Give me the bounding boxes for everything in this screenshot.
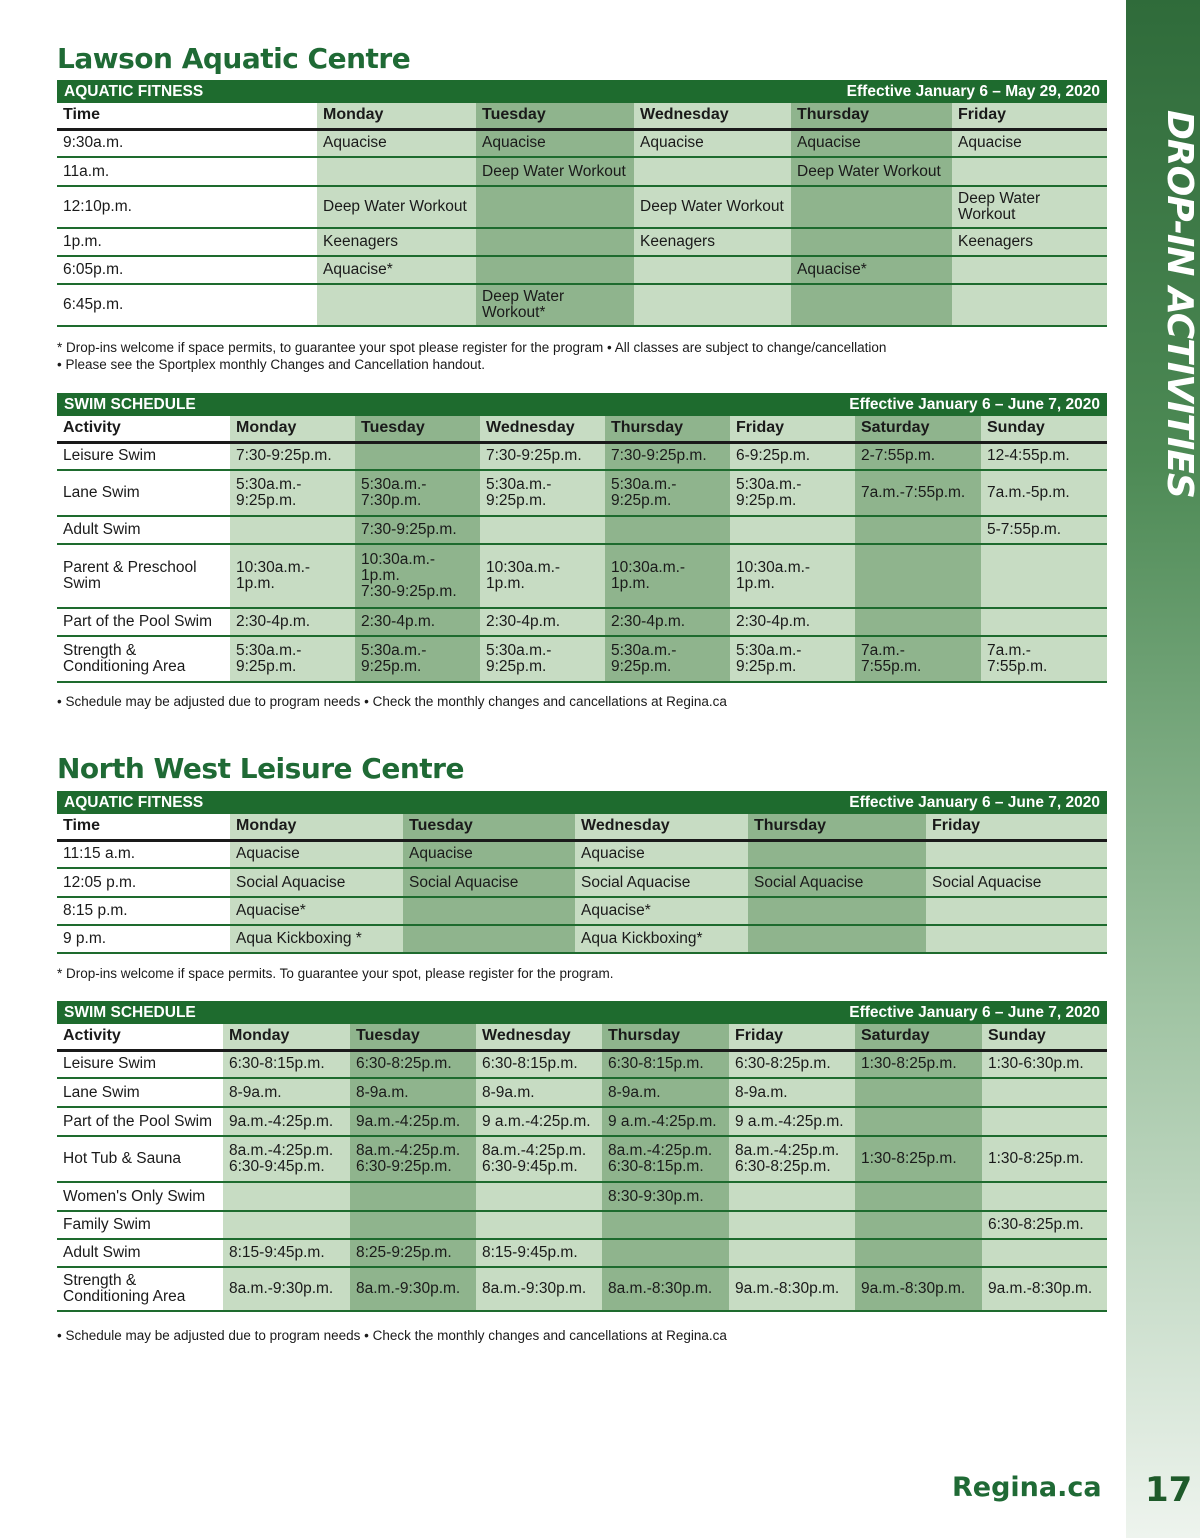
row-label: Strength & Conditioning Area xyxy=(57,1267,223,1311)
schedule-cell xyxy=(982,1107,1107,1136)
column-header: Wednesday xyxy=(575,814,748,840)
schedule-cell: 8a.m.-8:30p.m. xyxy=(602,1267,729,1311)
row-label: 9:30a.m. xyxy=(57,129,317,157)
column-header: Wednesday xyxy=(480,416,605,442)
schedule-cell: Aquacise xyxy=(476,129,634,157)
schedule-cell: Aquacise xyxy=(317,129,476,157)
schedule-cell: Social Aquacise xyxy=(230,868,403,897)
column-header: Friday xyxy=(730,416,855,442)
schedule-cell: 6:30-8:15p.m. xyxy=(602,1050,729,1078)
row-label: Adult Swim xyxy=(57,516,230,544)
lawson-swim-notes xyxy=(57,693,727,710)
schedule-cell: 7:30-9:25p.m. xyxy=(605,442,730,470)
column-header-row xyxy=(57,1024,1107,1050)
row-label: 9 p.m. xyxy=(57,925,230,953)
schedule-cell: Social Aquacise xyxy=(926,868,1107,897)
column-header: Monday xyxy=(223,1024,350,1050)
row-label: Strength & Conditioning Area xyxy=(57,636,230,682)
schedule-cell xyxy=(634,256,791,284)
schedule-cell: 5:30a.m.- 9:25p.m. xyxy=(480,636,605,682)
footnote: • Please see the Sportplex monthly Changes and Cancellation handout. xyxy=(57,357,486,372)
table-row xyxy=(57,470,1107,516)
schedule-cell: Deep Water Workout xyxy=(634,186,791,228)
table-header-label: AQUATIC FITNESS xyxy=(64,82,204,100)
schedule-cell xyxy=(605,516,730,544)
schedule-cell: 9a.m.-8:30p.m. xyxy=(729,1267,855,1311)
schedule-cell xyxy=(355,442,480,470)
table-row xyxy=(57,868,1107,897)
schedule-cell: Aquacise* xyxy=(317,256,476,284)
schedule-cell xyxy=(476,228,634,256)
schedule-cell xyxy=(952,157,1107,186)
schedule-cell xyxy=(634,157,791,186)
schedule-cell: 9 a.m.-4:25p.m. xyxy=(476,1107,602,1136)
column-header: Monday xyxy=(230,814,403,840)
schedule-cell: Aquacise* xyxy=(791,256,952,284)
schedule-cell xyxy=(748,840,926,868)
row-label: Hot Tub & Sauna xyxy=(57,1136,223,1182)
table-row xyxy=(57,1267,1107,1311)
schedule-cell: 8-9a.m. xyxy=(350,1078,476,1107)
schedule-cell: 9a.m.-4:25p.m. xyxy=(223,1107,350,1136)
table-row xyxy=(57,186,1107,228)
schedule-cell: 8a.m.-4:25p.m. 6:30-9:45p.m. xyxy=(476,1136,602,1182)
row-label: Family Swim xyxy=(57,1211,223,1239)
schedule-cell: 8-9a.m. xyxy=(223,1078,350,1107)
schedule-cell xyxy=(350,1211,476,1239)
column-header: Thursday xyxy=(605,416,730,442)
column-header-row xyxy=(57,416,1107,442)
column-header: Tuesday xyxy=(403,814,575,840)
row-label: 11a.m. xyxy=(57,157,317,186)
schedule-cell: 8:30-9:30p.m. xyxy=(602,1182,729,1211)
schedule-cell xyxy=(602,1239,729,1267)
column-header: Sunday xyxy=(982,1024,1107,1050)
schedule-cell xyxy=(602,1211,729,1239)
schedule-cell xyxy=(317,157,476,186)
lawson-title: Lawson Aquatic Centre xyxy=(57,42,411,75)
schedule-cell: 7a.m.- 7:55p.m. xyxy=(855,636,981,682)
row-label: Women's Only Swim xyxy=(57,1182,223,1211)
schedule-cell xyxy=(855,608,981,636)
schedule-cell: 5:30a.m.- 9:25p.m. xyxy=(480,470,605,516)
table-header-bar xyxy=(57,1001,1107,1024)
schedule-cell xyxy=(981,544,1107,608)
row-label: Lane Swim xyxy=(57,1078,223,1107)
schedule-cell xyxy=(952,284,1107,326)
schedule-cell xyxy=(855,516,981,544)
schedule-cell: 2:30-4p.m. xyxy=(730,608,855,636)
schedule-cell: 10:30a.m.- 1p.m. xyxy=(480,544,605,608)
schedule-cell: 5:30a.m.- 9:25p.m. xyxy=(355,636,480,682)
table-row xyxy=(57,1136,1107,1182)
footnote: * Drop-ins welcome if space permits. To guarantee your spot, please register for the program. xyxy=(57,966,614,981)
schedule-cell: 8:25-9:25p.m. xyxy=(350,1239,476,1267)
schedule-cell: Aquacise xyxy=(230,840,403,868)
table-row xyxy=(57,1239,1107,1267)
schedule-cell xyxy=(855,1211,982,1239)
row-label: Part of the Pool Swim xyxy=(57,1107,223,1136)
schedule-cell: Keenagers xyxy=(317,228,476,256)
effective-date: Effective January 6 – June 7, 2020 xyxy=(849,395,1100,413)
row-label: Leisure Swim xyxy=(57,442,230,470)
column-header: Friday xyxy=(926,814,1107,840)
row-label: Parent & Preschool Swim xyxy=(57,544,230,608)
table-row xyxy=(57,284,1107,326)
sidebar-title-wrap xyxy=(1126,110,1200,498)
table-row xyxy=(57,228,1107,256)
footnote: * Drop-ins welcome if space permits, to guarantee your spot please register for the program • All classes are subject to change/cancellation xyxy=(57,340,887,355)
schedule-cell: 10:30a.m.- 1p.m. xyxy=(730,544,855,608)
schedule-cell: 5:30a.m.- 9:25p.m. xyxy=(605,470,730,516)
table-header-label: SWIM SCHEDULE xyxy=(64,1003,196,1021)
schedule-cell: 1:30-8:25p.m. xyxy=(982,1136,1107,1182)
schedule-cell: 5:30a.m.- 9:25p.m. xyxy=(605,636,730,682)
schedule-cell: 6:30-8:25p.m. xyxy=(350,1050,476,1078)
schedule-cell: 6-9:25p.m. xyxy=(730,442,855,470)
column-header: Monday xyxy=(317,103,476,129)
column-header: Time xyxy=(57,103,317,129)
schedule-cell: Aquacise* xyxy=(230,897,403,925)
sidebar-title: DROP-IN ACTIVITIES xyxy=(1159,110,1200,498)
schedule-cell: Deep Water Workout xyxy=(791,157,952,186)
schedule-cell: 8a.m.-9:30p.m. xyxy=(223,1267,350,1311)
table-row xyxy=(57,157,1107,186)
schedule-cell xyxy=(748,897,926,925)
column-header-row xyxy=(57,103,1107,129)
schedule-cell xyxy=(223,1182,350,1211)
table-header-label: SWIM SCHEDULE xyxy=(64,395,196,413)
schedule-cell: Social Aquacise xyxy=(748,868,926,897)
schedule-cell: 8a.m.-4:25p.m. 6:30-8:15p.m. xyxy=(602,1136,729,1182)
column-header: Friday xyxy=(729,1024,855,1050)
schedule-cell: Social Aquacise xyxy=(575,868,748,897)
schedule-cell xyxy=(926,840,1107,868)
schedule-cell: 1:30-8:25p.m. xyxy=(855,1136,982,1182)
row-label: 12:05 p.m. xyxy=(57,868,230,897)
northwest-title: North West Leisure Centre xyxy=(57,752,464,785)
schedule-cell xyxy=(476,1182,602,1211)
schedule-cell: 6:30-8:25p.m. xyxy=(982,1211,1107,1239)
schedule-cell: Aquacise xyxy=(791,129,952,157)
schedule-cell: Aqua Kickboxing* xyxy=(575,925,748,953)
schedule-cell xyxy=(317,284,476,326)
table-row xyxy=(57,608,1107,636)
schedule-cell xyxy=(791,186,952,228)
northwest-fitness-table xyxy=(57,791,1107,954)
schedule-cell xyxy=(926,897,1107,925)
schedule-cell: 8-9a.m. xyxy=(729,1078,855,1107)
schedule-cell: 10:30a.m.- 1p.m. xyxy=(605,544,730,608)
schedule-cell xyxy=(223,1211,350,1239)
schedule-grid xyxy=(57,1024,1107,1312)
table-header-label: AQUATIC FITNESS xyxy=(64,793,204,811)
table-row xyxy=(57,1050,1107,1078)
schedule-cell xyxy=(476,256,634,284)
schedule-cell: Deep Water Workout xyxy=(952,186,1107,228)
schedule-cell xyxy=(729,1239,855,1267)
schedule-cell xyxy=(634,284,791,326)
schedule-cell xyxy=(982,1078,1107,1107)
schedule-cell xyxy=(403,925,575,953)
schedule-cell: Keenagers xyxy=(952,228,1107,256)
table-row xyxy=(57,897,1107,925)
schedule-cell: 6:30-8:25p.m. xyxy=(729,1050,855,1078)
table-row xyxy=(57,1107,1107,1136)
schedule-cell: 9a.m.-4:25p.m. xyxy=(350,1107,476,1136)
column-header: Wednesday xyxy=(476,1024,602,1050)
schedule-cell: 9a.m.-8:30p.m. xyxy=(855,1267,982,1311)
schedule-cell: 6:30-8:15p.m. xyxy=(476,1050,602,1078)
row-label: Part of the Pool Swim xyxy=(57,608,230,636)
schedule-cell: 10:30a.m.- 1p.m. xyxy=(230,544,355,608)
schedule-cell xyxy=(791,284,952,326)
column-header: Time xyxy=(57,814,230,840)
schedule-cell xyxy=(350,1182,476,1211)
schedule-cell: 7a.m.- 7:55p.m. xyxy=(981,636,1107,682)
lawson-swim-table xyxy=(57,393,1107,683)
schedule-cell xyxy=(729,1211,855,1239)
schedule-cell: Deep Water Workout* xyxy=(476,284,634,326)
table-row xyxy=(57,1078,1107,1107)
schedule-cell: Keenagers xyxy=(634,228,791,256)
column-header: Wednesday xyxy=(634,103,791,129)
schedule-cell: 5:30a.m.- 7:30p.m. xyxy=(355,470,480,516)
table-row xyxy=(57,636,1107,682)
schedule-cell: 1:30-6:30p.m. xyxy=(982,1050,1107,1078)
column-header: Thursday xyxy=(791,103,952,129)
schedule-cell: 5-7:55p.m. xyxy=(981,516,1107,544)
schedule-cell xyxy=(748,925,926,953)
table-header-bar xyxy=(57,80,1107,103)
column-header: Friday xyxy=(952,103,1107,129)
table-row xyxy=(57,256,1107,284)
schedule-cell: 7:30-9:25p.m. xyxy=(355,516,480,544)
schedule-cell: 9 a.m.-4:25p.m. xyxy=(729,1107,855,1136)
footer-site: Regina.ca xyxy=(952,1472,1102,1503)
page-number: 17 xyxy=(1145,1470,1193,1510)
table-row xyxy=(57,516,1107,544)
table-row xyxy=(57,544,1107,608)
schedule-cell: Aqua Kickboxing * xyxy=(230,925,403,953)
schedule-grid xyxy=(57,103,1107,327)
schedule-cell xyxy=(730,516,855,544)
effective-date: Effective January 6 – June 7, 2020 xyxy=(849,1003,1100,1021)
row-label: 6:05p.m. xyxy=(57,256,317,284)
schedule-cell xyxy=(480,516,605,544)
schedule-cell: 2:30-4p.m. xyxy=(355,608,480,636)
column-header: Monday xyxy=(230,416,355,442)
schedule-cell xyxy=(981,608,1107,636)
schedule-cell: 8:15-9:45p.m. xyxy=(223,1239,350,1267)
effective-date: Effective January 6 – June 7, 2020 xyxy=(849,793,1100,811)
schedule-cell xyxy=(926,925,1107,953)
row-label: Lane Swim xyxy=(57,470,230,516)
schedule-cell xyxy=(855,1239,982,1267)
northwest-fitness-notes xyxy=(57,965,614,982)
schedule-cell xyxy=(729,1182,855,1211)
schedule-cell: Aquacise xyxy=(634,129,791,157)
schedule-cell: 9a.m.-8:30p.m. xyxy=(982,1267,1107,1311)
column-header: Tuesday xyxy=(355,416,480,442)
schedule-cell: 5:30a.m.- 9:25p.m. xyxy=(730,470,855,516)
schedule-cell: Social Aquacise xyxy=(403,868,575,897)
schedule-cell: 8:15-9:45p.m. xyxy=(476,1239,602,1267)
column-header: Saturday xyxy=(855,416,981,442)
row-label: 8:15 p.m. xyxy=(57,897,230,925)
schedule-cell xyxy=(855,1107,982,1136)
schedule-cell: Deep Water Workout xyxy=(317,186,476,228)
schedule-cell: 7:30-9:25p.m. xyxy=(480,442,605,470)
schedule-cell: Aquacise* xyxy=(575,897,748,925)
schedule-cell: 5:30a.m.- 9:25p.m. xyxy=(230,636,355,682)
column-header-row xyxy=(57,814,1107,840)
schedule-cell: 7a.m.-7:55p.m. xyxy=(855,470,981,516)
column-header: Activity xyxy=(57,416,230,442)
schedule-cell xyxy=(230,516,355,544)
schedule-cell: 2-7:55p.m. xyxy=(855,442,981,470)
schedule-cell: Aquacise xyxy=(403,840,575,868)
schedule-cell xyxy=(403,897,575,925)
schedule-cell: 8a.m.-9:30p.m. xyxy=(476,1267,602,1311)
schedule-cell: 5:30a.m.- 9:25p.m. xyxy=(230,470,355,516)
schedule-cell: 8-9a.m. xyxy=(602,1078,729,1107)
schedule-cell: 8a.m.-9:30p.m. xyxy=(350,1267,476,1311)
column-header: Thursday xyxy=(602,1024,729,1050)
schedule-cell: 12-4:55p.m. xyxy=(981,442,1107,470)
schedule-cell: 6:30-8:15p.m. xyxy=(223,1050,350,1078)
schedule-cell: 7a.m.-5p.m. xyxy=(981,470,1107,516)
table-header-bar xyxy=(57,393,1107,416)
schedule-cell: 2:30-4p.m. xyxy=(480,608,605,636)
schedule-cell: 9 a.m.-4:25p.m. xyxy=(602,1107,729,1136)
schedule-cell xyxy=(952,256,1107,284)
column-header: Tuesday xyxy=(350,1024,476,1050)
table-row xyxy=(57,1182,1107,1211)
table-row xyxy=(57,442,1107,470)
row-label: Leisure Swim xyxy=(57,1050,223,1078)
northwest-swim-notes xyxy=(57,1327,727,1344)
table-row xyxy=(57,840,1107,868)
schedule-cell xyxy=(855,1078,982,1107)
footnote: • Schedule may be adjusted due to program needs • Check the monthly changes and cancellations at Regina.ca xyxy=(57,694,727,709)
column-header: Saturday xyxy=(855,1024,982,1050)
schedule-cell xyxy=(982,1182,1107,1211)
footnote: • Schedule may be adjusted due to program needs • Check the monthly changes and cancellations at Regina.ca xyxy=(57,1328,727,1343)
schedule-cell xyxy=(855,544,981,608)
schedule-grid xyxy=(57,416,1107,683)
schedule-cell: 10:30a.m.- 1p.m. 7:30-9:25p.m. xyxy=(355,544,480,608)
schedule-cell xyxy=(476,186,634,228)
schedule-cell xyxy=(791,228,952,256)
column-header: Thursday xyxy=(748,814,926,840)
schedule-cell: 8a.m.-4:25p.m. 6:30-9:45p.m. xyxy=(223,1136,350,1182)
schedule-cell: 8-9a.m. xyxy=(476,1078,602,1107)
schedule-cell: 8a.m.-4:25p.m. 6:30-8:25p.m. xyxy=(729,1136,855,1182)
schedule-grid xyxy=(57,814,1107,954)
schedule-cell xyxy=(855,1182,982,1211)
northwest-swim-table xyxy=(57,1001,1107,1312)
row-label: 12:10p.m. xyxy=(57,186,317,228)
schedule-cell: Aquacise xyxy=(952,129,1107,157)
table-header-bar xyxy=(57,791,1107,814)
schedule-cell: 2:30-4p.m. xyxy=(230,608,355,636)
table-row xyxy=(57,129,1107,157)
schedule-cell: 2:30-4p.m. xyxy=(605,608,730,636)
schedule-cell xyxy=(476,1211,602,1239)
table-row xyxy=(57,925,1107,953)
table-row xyxy=(57,1211,1107,1239)
lawson-fitness-notes xyxy=(57,339,886,373)
effective-date: Effective January 6 – May 29, 2020 xyxy=(846,82,1100,100)
schedule-cell: 7:30-9:25p.m. xyxy=(230,442,355,470)
column-header: Activity xyxy=(57,1024,223,1050)
row-label: Adult Swim xyxy=(57,1239,223,1267)
row-label: 6:45p.m. xyxy=(57,284,317,326)
column-header: Sunday xyxy=(981,416,1107,442)
lawson-fitness-table xyxy=(57,80,1107,327)
schedule-cell: Aquacise xyxy=(575,840,748,868)
row-label: 1p.m. xyxy=(57,228,317,256)
schedule-cell: 8a.m.-4:25p.m. 6:30-9:25p.m. xyxy=(350,1136,476,1182)
schedule-cell xyxy=(982,1239,1107,1267)
column-header: Tuesday xyxy=(476,103,634,129)
schedule-cell: 1:30-8:25p.m. xyxy=(855,1050,982,1078)
schedule-cell: 5:30a.m.- 9:25p.m. xyxy=(730,636,855,682)
row-label: 11:15 a.m. xyxy=(57,840,230,868)
schedule-cell: Deep Water Workout xyxy=(476,157,634,186)
